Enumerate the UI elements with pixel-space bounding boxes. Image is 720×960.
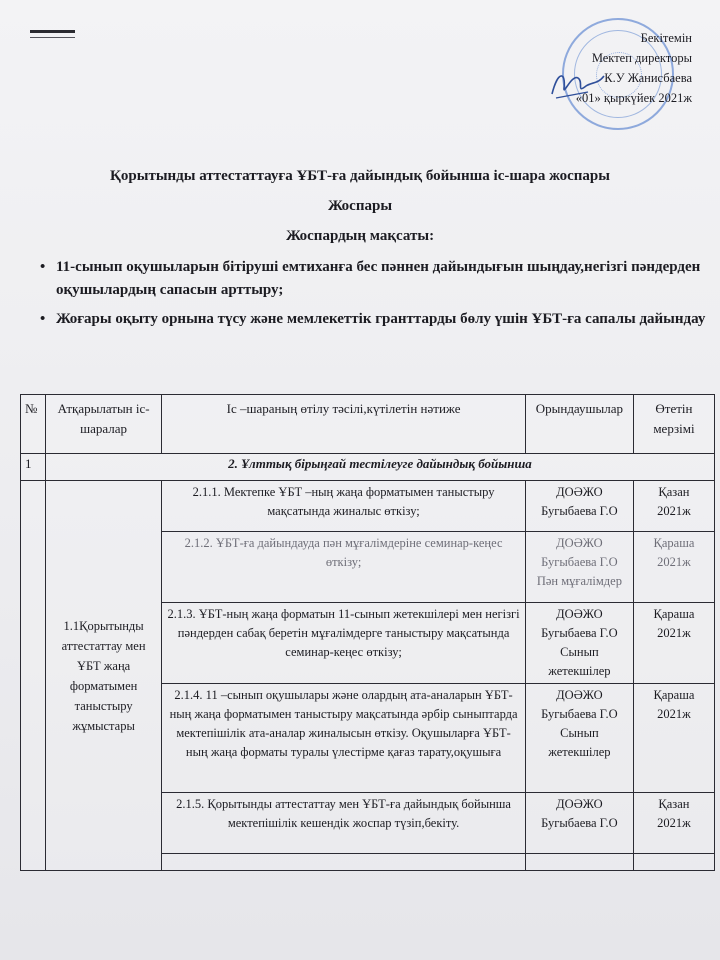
table-row xyxy=(21,481,715,532)
responsible-cell xyxy=(525,481,633,532)
responsible-line: Бугыбаева Г.О xyxy=(541,504,618,518)
description-cell: 2.1.3. ҰБТ-ның жаңа форматын 11-сынып жетекшілері мен негізгі пәндерден сабақ беретін мұғалімдерге таныстыру мақсатында семинар-кеңес өткізу; xyxy=(162,603,526,684)
deadline-cell xyxy=(633,481,714,532)
responsible-line: ДОӘЖО xyxy=(556,688,603,702)
responsible-line: ДОӘЖО xyxy=(556,536,603,550)
deadline-line: Қараша xyxy=(653,607,695,621)
section-number: 1 xyxy=(21,454,46,481)
responsible-cell xyxy=(525,532,633,603)
approval-block xyxy=(576,28,692,108)
deadline-line: Қараша xyxy=(653,536,695,550)
deadline-line: 2021ж xyxy=(657,707,691,721)
description-cell: 2.1.4. 11 –сынып оқушылары және олардың ата-аналарын ҰБТ-ның жаңа форматымен таныстыру мақсатында әрбір сыныптарда мектепішілік ата-аналар жиналысын өткізу. Оқушыларға ҰБТ-ның жаңа форматы туралы үлестірме қағаз тарату,оқушыға xyxy=(162,684,526,793)
goal-item: • 11-сынып оқушыларын бітіруші емтиханға бес пәннен дайындығын шыңдау,негізгі пәндерден оқушылардың сапасын арттыру; xyxy=(56,256,716,302)
deadline-line: Қазан xyxy=(658,485,690,499)
goal-item: • Жоғары оқыту орнына түсу және мемлекеттік гранттарды бөлу үшін ҰБТ-ға сапалы дайындау xyxy=(56,308,716,331)
responsible-cell xyxy=(525,603,633,684)
table-header-row xyxy=(21,395,715,454)
responsible-line: Бугыбаева Г.О xyxy=(541,555,618,569)
responsible-line: ДОӘЖО xyxy=(556,607,603,621)
approval-line: Мектеп директоры xyxy=(591,51,692,65)
deadline-line: 2021ж xyxy=(657,626,691,640)
document-subtitle: Жоспары xyxy=(327,198,393,214)
responsible-cell xyxy=(525,684,633,793)
deadline-cell xyxy=(633,793,714,854)
goal-heading: Жоспардың мақсаты: xyxy=(285,228,435,244)
description-cell: 2.1.2. ҰБТ-ға дайындауда пән мұғалімдеріне семинар-кеңес өткізу; xyxy=(162,532,526,603)
activity-cell: 1.1Қорытынды аттестаттау мен ҰБТ жаңа форматымен таныстыру жұмыстары xyxy=(45,481,161,871)
deadline-line: 2021ж xyxy=(657,555,691,569)
deadline-cell xyxy=(633,684,714,793)
responsible-line: Бугыбаева Г.О xyxy=(541,626,618,640)
responsible-line: Бугыбаева Г.О xyxy=(541,816,618,830)
approval-line: «01» қыркүйек 2021ж xyxy=(575,91,692,105)
responsible-line: Сынып жетекшілер xyxy=(548,645,611,678)
plan-table xyxy=(20,394,715,871)
approval-line: К.У Жанисбаева xyxy=(604,71,692,85)
deadline-line: Қараша xyxy=(653,688,695,702)
empty-cell xyxy=(633,854,714,871)
responsible-line: Пән мұғалімдер xyxy=(536,574,622,588)
header-responsible: Орындаушылар xyxy=(525,395,633,454)
description-cell: 2.1.5. Қорытынды аттестаттау мен ҰБТ-ға дайындық бойынша мектепішілік кешендік жоспар түзіп,бекіту. xyxy=(162,793,526,854)
deadline-cell xyxy=(633,603,714,684)
deadline-line: 2021ж xyxy=(657,504,691,518)
header-activity: Атқарылатын іс-шаралар xyxy=(45,395,161,454)
section-row xyxy=(21,454,715,481)
section-title: 2. Ұлттық бірыңғай тестілеуге дайындық бойынша xyxy=(45,454,714,481)
description-cell: 2.1.1. Мектепке ҰБТ –ның жаңа форматымен таныстыру мақсатында жиналыс өткізу; xyxy=(162,481,526,532)
responsible-line: Сынып жетекшілер xyxy=(548,726,611,759)
document-title: Қорытынды аттестаттауға ҰБТ-ға дайындық бойынша іс-шара жоспары xyxy=(110,168,610,184)
responsible-cell xyxy=(525,793,633,854)
empty-cell xyxy=(162,854,526,871)
deadline-line: Қазан xyxy=(658,797,690,811)
responsible-line: ДОӘЖО xyxy=(556,485,603,499)
deadline-cell xyxy=(633,532,714,603)
empty-cell xyxy=(525,854,633,871)
goals-list xyxy=(38,256,716,337)
empty-number-cell xyxy=(21,481,46,871)
divider xyxy=(30,37,75,38)
deadline-line: 2021ж xyxy=(657,816,691,830)
approval-line: Бекітемін xyxy=(640,31,692,45)
divider xyxy=(30,30,75,33)
responsible-line: Бугыбаева Г.О xyxy=(541,707,618,721)
header-deadline: Өтетін мерзімі xyxy=(633,395,714,454)
responsible-line: ДОӘЖО xyxy=(556,797,603,811)
header-no: № xyxy=(21,395,46,454)
header-description: Іс –шараның өтілу тәсілі,күтілетін нәтиже xyxy=(162,395,526,454)
